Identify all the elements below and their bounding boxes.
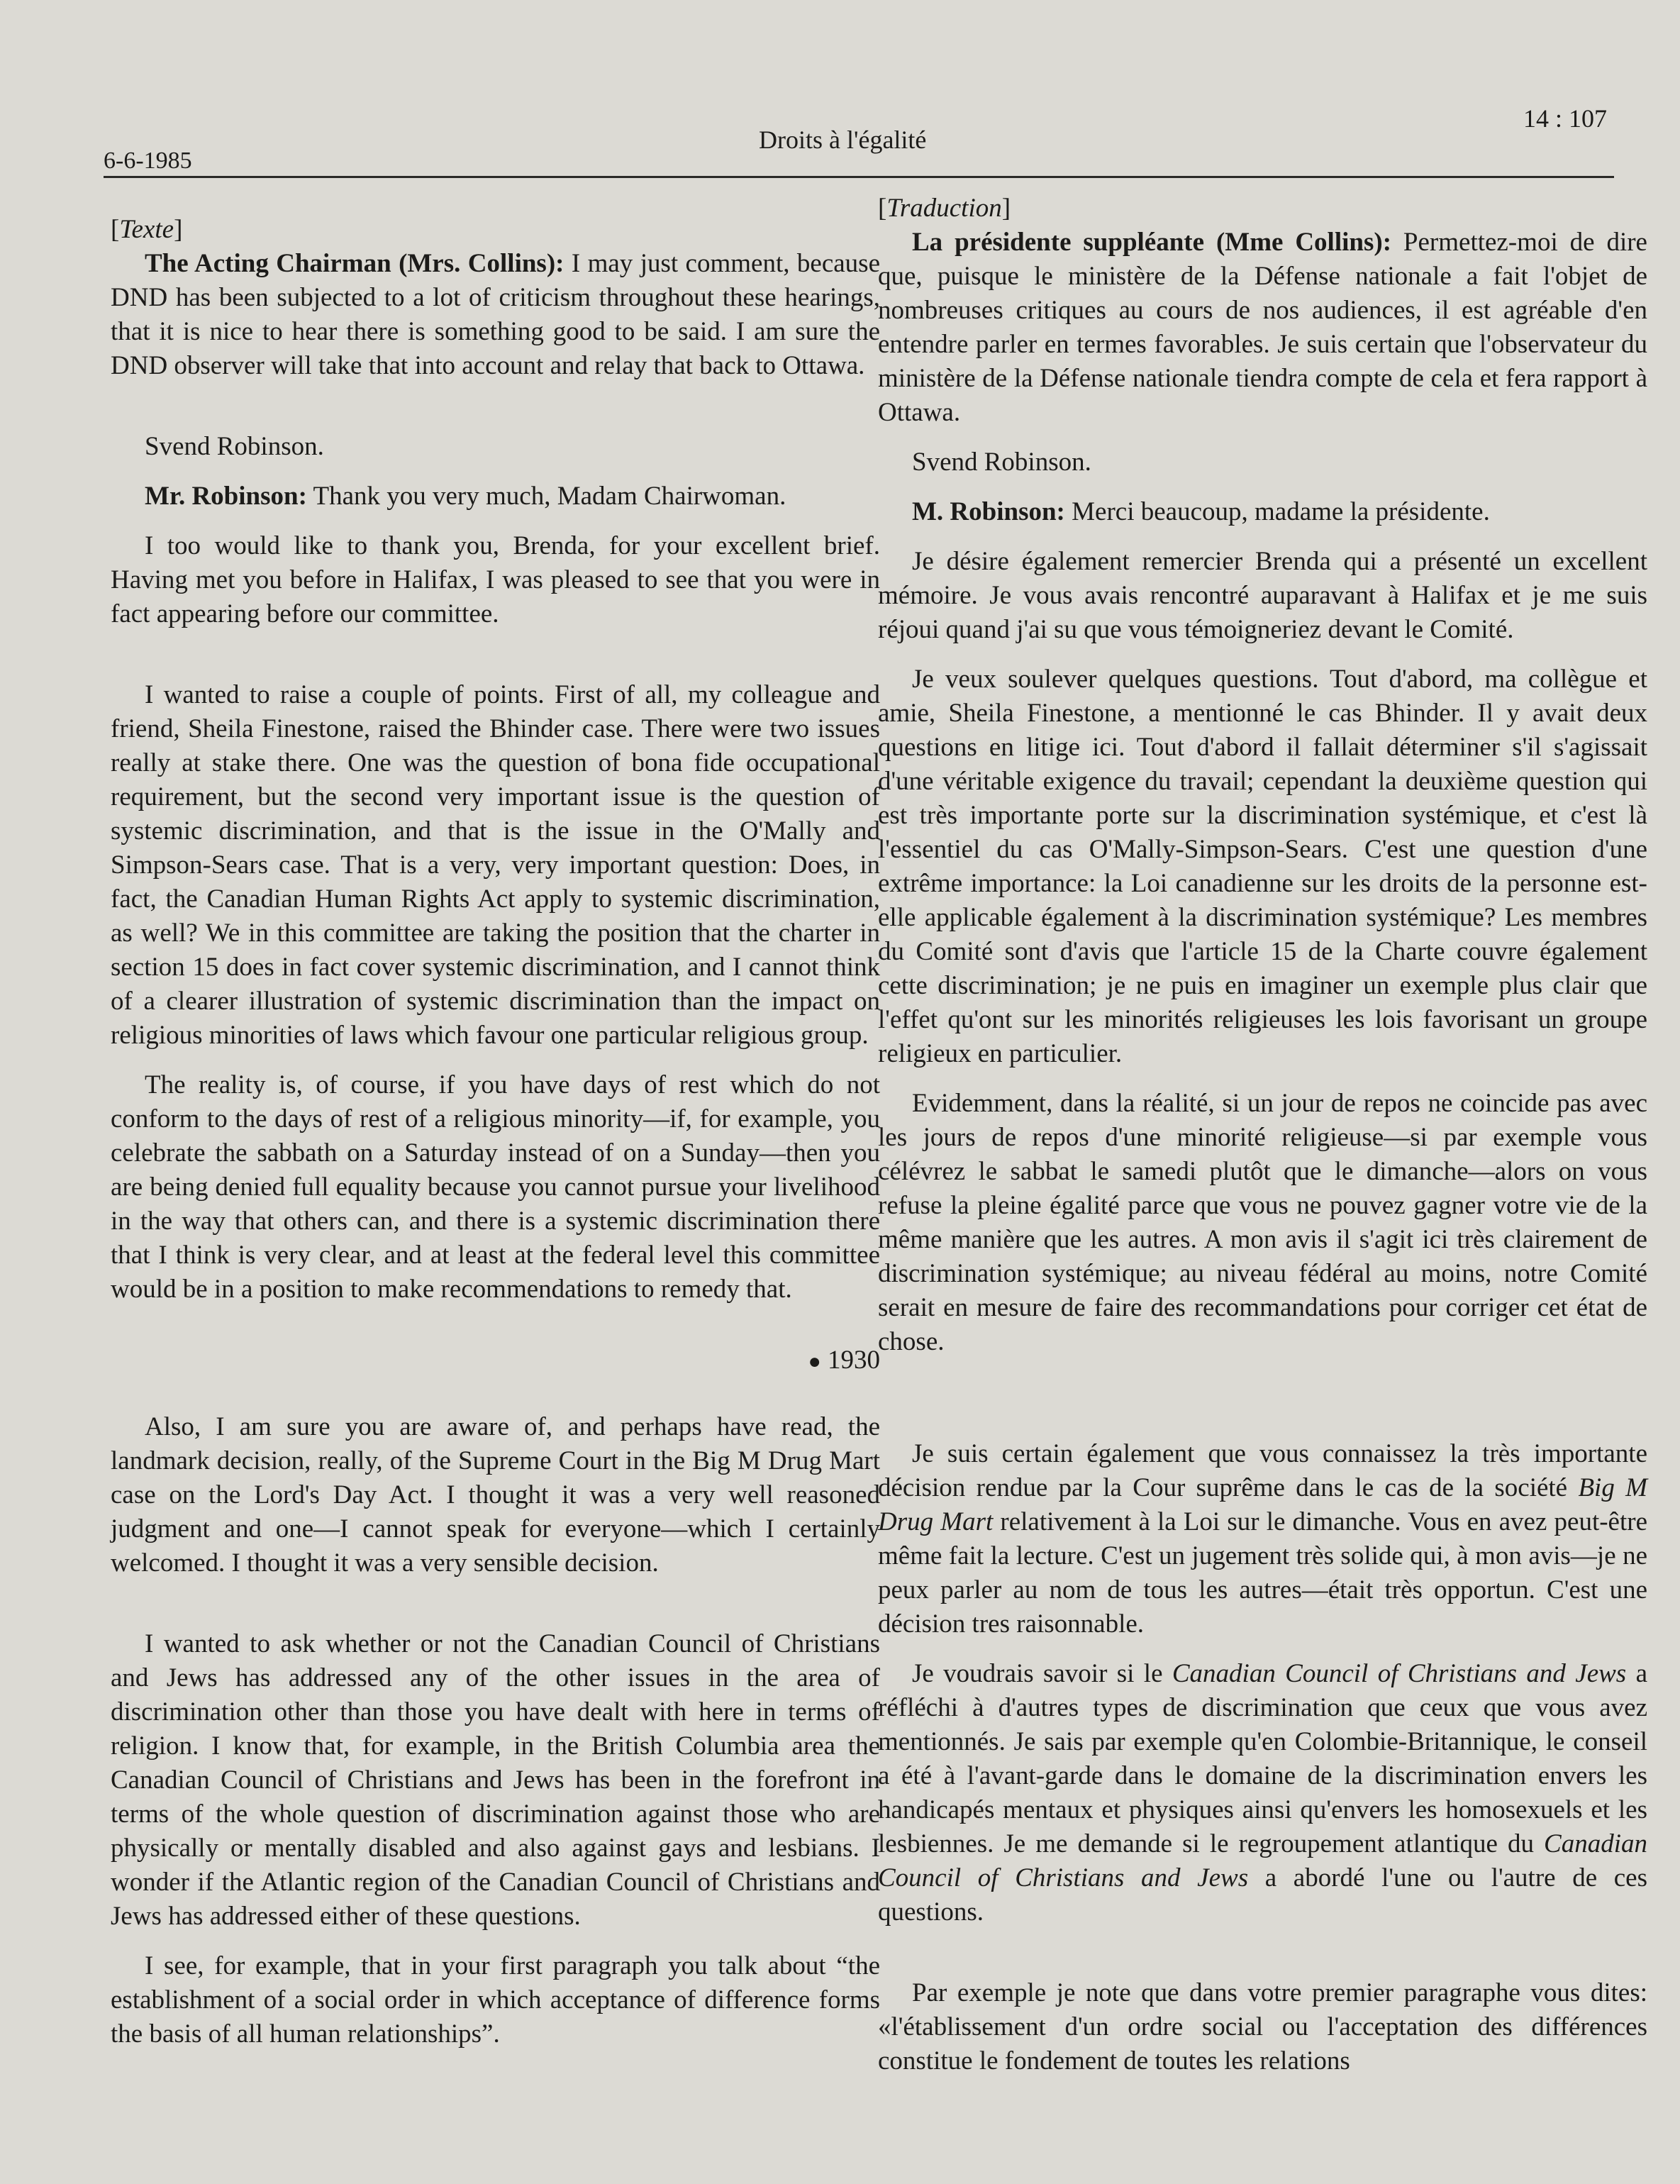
speaker-name: Mr. Robinson: [145,482,307,511]
paragraph: Mr. Robinson: Thank you very much, Madam Chairwoman. [145,482,786,511]
time-marker: ● 1930 [808,1346,880,1375]
language-label: [Traduction] [878,194,1011,223]
paragraph: Svend Robinson. [912,448,1091,477]
paragraph: The Acting Chairman (Mrs. Collins): I may just comment, because DND has been subjected to a lot of criticism throughout these hearings, that it is nice to hear there is something good to be said. I am sure the DND observer will take that into account and relay that back to Ottawa. [111,249,880,380]
paragraph: Also, I am sure you are aware of, and perhaps have read, the landmark decision, really, of the Supreme Court in the Big M Drug Mart case on the Lord's Day Act. I thought it was a very well reasoned judgment and one—I cannot speak for everyone—which I certainly welcomed. I thought it was a very sensible decision. [111,1412,880,1578]
speaker-name: The Acting Chairman (Mrs. Collins): [145,249,564,278]
paragraph: Je veux soulever quelques questions. Tout d'abord, ma collègue et amie, Sheila Finestone, a mentionné le cas Bhinder. Il y avait deux questions en litige ici. Tout d'abord il fallait déterminer s'il s'agissait d'une véritable exigence du travail; cependant la deuxième question qui est très importante porte sur la discrimination systémique, et c'est là l'essentiel du cas O'Mally-Simpson-Sears. C'est une question d'une extrême importance: la Loi canadienne sur les droits de la personne est-elle applicable également à la discrimination systémique? Les membres du Comité sont d'avis que l'article 15 de la Charte couvre également cette discrimination; je ne puis en imaginer un exemple plus clair que l'effet qu'ont sur les minorités religieuses les lois favorisant un groupe religieux en particulier. [878,665,1647,1068]
paragraph: Evidemment, dans la réalité, si un jour de repos ne coincide pas avec les jours de repos d'une minorité religieuse—si par exemple vous célévrez le sabbat le samedi plutôt que le dimanche—alors on vous refuse la pleine égalité parce que vous ne pouvez gagner votre vie de la même manière que les autres. A mon avis il s'agit ici très clairement de discrimination systémique; au niveau fédéral au moins, notre Comité serait en mesure de faire des recommandations pour corriger cet état de chose. [878,1089,1647,1356]
paragraph: I wanted to ask whether or not the Canadian Council of Christians and Jews has addressed any of the other issues in the area of discrimination other than those you have dealt with here in terms of religion. I know that, for example, in the British Columbia area the Canadian Council of Christians and Jews has been in the forefront in terms of the whole question of discrimination against those who are physically or mentally disabled and also against gays and lesbians. I wonder if the Atlantic region of the Canadian Council of Christians and Jews has addressed either of these questions. [111,1629,880,1931]
paragraph: Je suis certain également que vous connaissez la très importante décision rendue par la Cour suprême dans le cas de la société Big M Drug Mart relativement à la Loi sur le dimanche. Vous en avez peut-être même fait la lecture. C'est un jugement très solide qui, à mon avis—je ne peux parler au nom de tous les autres—était très opportun. C'est une décision tres raisonnable. [878,1439,1647,1639]
speaker-name: La présidente suppléante (Mme Collins): [912,228,1392,257]
english-column [111,213,880,2067]
header-title: Droits à l'égalité [759,126,927,154]
paragraph: Je désire également remercier Brenda qui a présenté un excellent mémoire. Je vous avais rencontré auparavant à Halifax et je me suis réjoui quand j'ai su que vous témoigneriez devant le Comité. [878,547,1647,644]
paragraph: The reality is, of course, if you have days of rest which do not conform to the days of rest of a religious minority—if, for example, you celebrate the sabbath on a Saturday instead of on a Sunday—then you are being denied full equality because you cannot pursue your livelihood in the way that others can, and there is a systemic discrimination there that I think is very clear, and at least at the federal level this committee would be in a position to make recommendations to remedy that. [111,1070,880,1304]
header-date: 6-6-1985 [104,148,192,174]
paragraph: I too would like to thank you, Brenda, for your excellent brief. Having met you before in Halifax, I was pleased to see that you were in fact appearing before our committee. [111,531,880,628]
paragraph: I see, for example, that in your first paragraph you talk about “the establishment of a social order in which acceptance of difference forms the basis of all human relationships”. [111,1951,880,2049]
french-column [878,192,1647,2094]
paragraph: I wanted to raise a couple of points. First of all, my colleague and friend, Sheila Finestone, raised the Bhinder case. There were two issues really at stake there. One was the question of bona fide occupational requirement, but the second very important issue is the question of systemic discrimination, and that is the issue in the O'Mally and Simpson-Sears case. That is a very, very important question: Does, in fact, the Canadian Human Rights Act apply to systemic discrimination, as well? We in this committee are taking the position that the charter in section 15 does in fact cover systemic discrimination, and I cannot think of a clearer illustration of systemic discrimination than the impact on religious minorities of laws which favour one particular religious group. [111,680,880,1050]
paragraph: Je voudrais savoir si le Canadian Council of Christians and Jews a réfléchi à d'autres types de discrimination que ceux que vous avez mentionnés. Je sais par exemple qu'en Colombie-Britannique, le conseil a été à l'avant-garde dans le domaine de la discrimination envers les handicapés mentaux et physiques ainsi qu'envers les homosexuels et les lesbiennes. Je me demande si le regroupement atlantique du Canadian Council of Christians and Jews a abordé l'une ou l'autre de ces questions. [878,1659,1648,1927]
paragraph: Par exemple je note que dans votre premier paragraphe vous dites: «l'établissement d'un ordre social ou l'acceptation des différences constitue le fondement de toutes les relations [878,1978,1647,2075]
paragraph: Svend Robinson. [145,432,324,461]
language-label: [Texte] [111,215,183,244]
speaker-name: M. Robinson: [912,497,1065,526]
paragraph: La présidente suppléante (Mme Collins): Permettez-moi de dire que, puisque le ministère de la Défense nationale a fait l'objet de nombreuses critiques au cours de nos audiences, il est agréable d'en entendre parler en termes favorables. Je suis certain que l'observateur du ministère de la Défense nationale tiendra compte de cela et fera rapport à Ottawa. [878,228,1647,427]
paragraph: M. Robinson: Merci beaucoup, madame la présidente. [912,497,1490,526]
page-number: 14 : 107 [1523,104,1608,133]
header-rule [104,176,1614,178]
